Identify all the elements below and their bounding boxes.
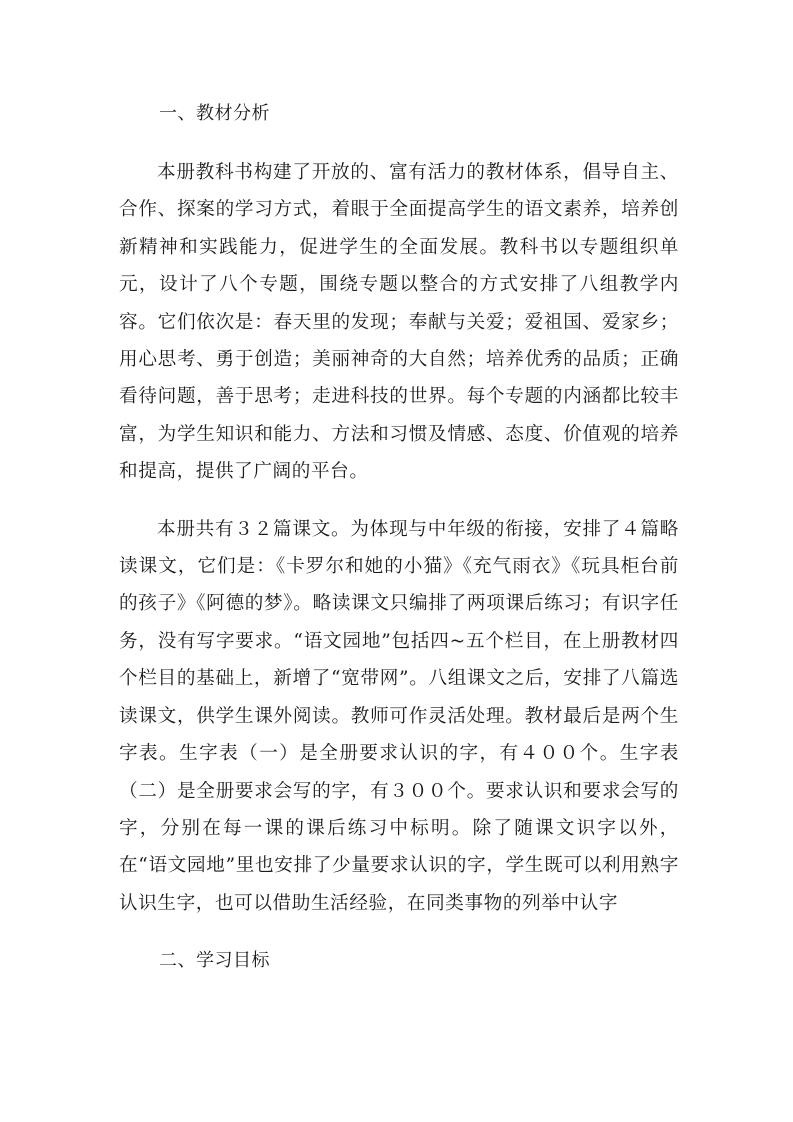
section-heading-textbook-analysis: 一、教材分析 (159, 103, 270, 124)
section-heading-learning-goals: 二、学习目标 (159, 950, 270, 972)
paragraph-lesson-arrangement: 本册共有３２篇课文。为体现与中年级的衔接，安排了４篇略读课文，它们是：《卡罗尔和她的小猫》《充气雨衣》《玩具柜台前的孩子》《阿德的梦》。略读课文只编排了两项课后练习；有识字任务，没有写字要求。“语文园地”包括四~五个栏目，在上册教材四个栏目的基础上，新增了“宽带网”。八组课文之后，安排了八篇选读课文，供学生课外阅读。教师可作灵活处理。教材最后是两个生字表。生字表（一）是全册要求认识的字，有４００个。生字表（二）是全册要求会写的字，有３００个。要求认识和要求会写的字，分别在每一课的课后练习中标明。除了随课文识字以外，在“语文园地”里也安排了少量要求认识的字，学生既可以利用熟字认识生字，也可以借助生活经验，在同类事物的列举中认字 (119, 518, 679, 914)
document-body (119, 96, 679, 979)
paragraph-textbook-overview: 本册教科书构建了开放的、富有活力的教材体系，倡导自主、合作、探案的学习方式，着眼于全面提高学生的语文素养，培养创新精神和实践能力，促进学生的全面发展。教科书以专题组织单元，设计了八个专题，围绕专题以整合的方式安排了八组教学内容。它们依次是：春天里的发现；奉献与关爱；爱祖国、爱家乡；用心思考、勇于创造；美丽神奇的大自然；培养优秀的品质；正确看待问题，善于思考；走进科技的世界。每个专题的内涵都比较丰富，为学生知识和能力、方法和习惯及情感、态度、价值观的培养和提高，提供了广阔的平台。 (119, 162, 679, 483)
